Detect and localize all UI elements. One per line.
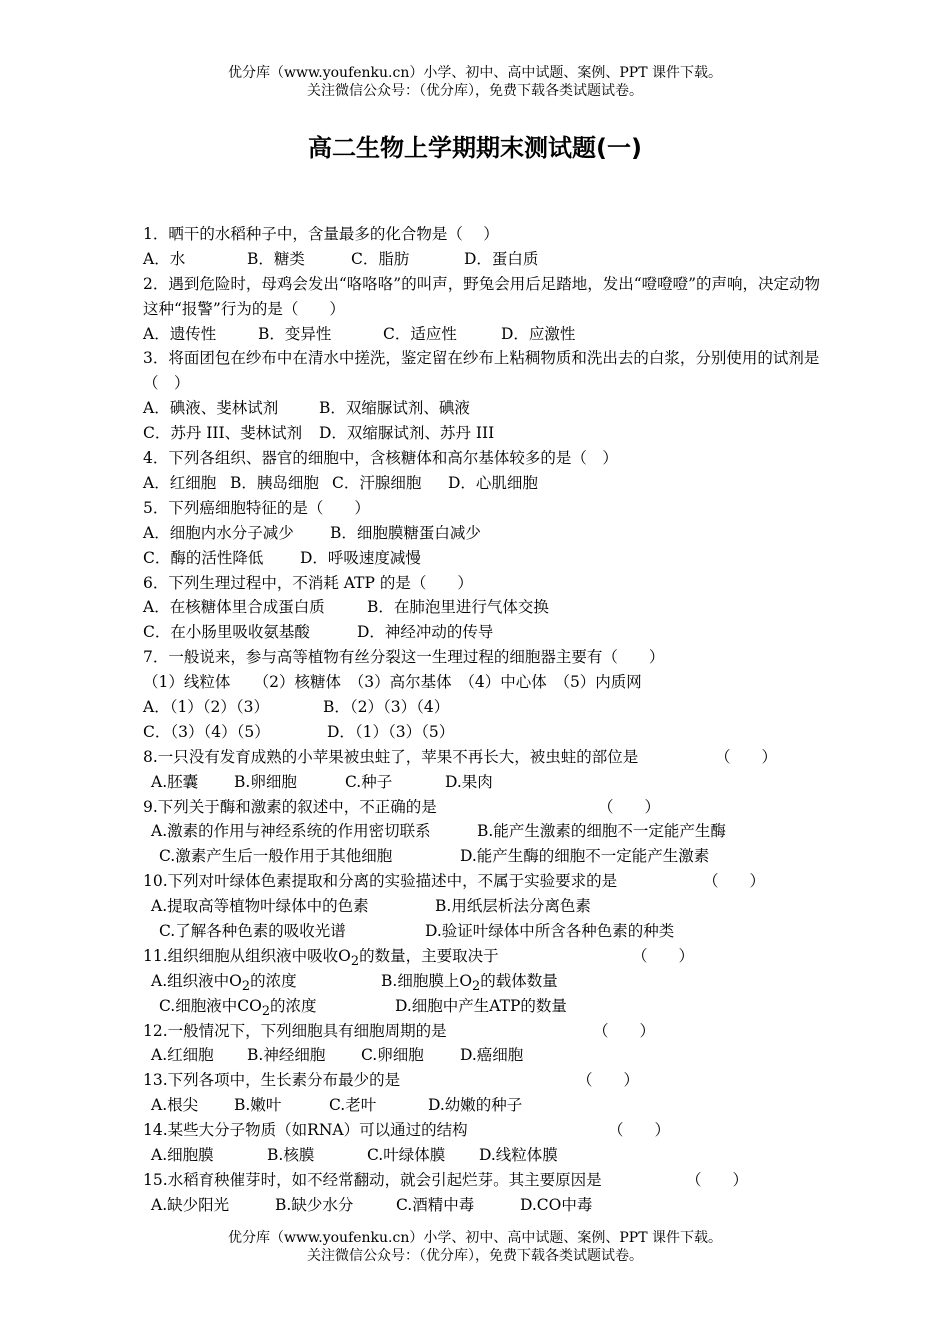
option-a: A.红细胞 [151, 1046, 214, 1065]
question-12-text: 12.一般情况下，下列细胞具有细胞周期的是 [143, 1021, 447, 1040]
option-d: D．心肌细胞 [448, 473, 538, 492]
question-list [143, 222, 823, 1218]
option-d: D.线粒体膜 [479, 1146, 558, 1165]
option-d: D．（1）（3）（5） [327, 722, 455, 741]
option-c: C.叶绿体膜 [367, 1146, 446, 1165]
question-10-options-row-2 [143, 919, 823, 944]
option-b: B．糖类 [247, 249, 305, 268]
question-3-stem: 3．将面团包在纱布中在清水中搓洗，鉴定留在纱布上粘稠物质和洗出去的白浆，分别使用的试剂是（ ） [143, 349, 820, 393]
option-b: B.核膜 [267, 1146, 315, 1165]
question-7-items: （1）线粒体 （2）核糖体 （3）高尔基体 （4）中心体 （5）内质网 [143, 673, 642, 692]
option-b: B.能产生激素的细胞不一定能产生酶 [477, 822, 726, 841]
option-c: C．酶的活性降低 [143, 548, 264, 567]
option-a: A．（1）（2）（3） [143, 697, 270, 716]
option-a: A．遗传性 [143, 324, 217, 343]
question-6-options-row-2 [143, 620, 823, 645]
option-d: D.CO中毒 [520, 1195, 593, 1214]
option-c: C．在小肠里吸收氨基酸 [143, 623, 310, 642]
question-11-stem [143, 944, 823, 969]
header-line-2: 关注微信公众号：（优分库），免费下载各类试题试卷。 [307, 83, 643, 99]
option-a: A．细胞内水分子减少 [143, 523, 294, 542]
question-14-options [143, 1143, 823, 1168]
answer-paren: （ ） [593, 1021, 656, 1040]
option-b: B．变异性 [258, 324, 332, 343]
question-12-stem [143, 1019, 823, 1044]
option-c: C.酒精中毒 [396, 1195, 475, 1214]
option-a: A.激素的作用与神经系统的作用密切联系 [151, 822, 431, 841]
question-13-text: 13.下列各项中，生长素分布最少的是 [143, 1071, 401, 1090]
answer-paren: （ ） [703, 872, 766, 891]
option-b: B．双缩脲试剂、碘液 [319, 399, 470, 418]
answer-paren: （ ） [577, 1071, 640, 1090]
option-d: D.幼嫩的种子 [428, 1096, 523, 1115]
option-c: C．（3）（4）（5） [143, 722, 270, 741]
page-title: 高二生物上学期期末测试题(一) [308, 134, 642, 162]
option-d: D．应激性 [501, 324, 576, 343]
option-a: A．水 [143, 249, 186, 268]
question-4-stem: 4．下列各组织、器官的细胞中，含核糖体和高尔基体较多的是（ ） [143, 449, 618, 468]
answer-paren: （ ） [632, 946, 695, 965]
page-footer [0, 1229, 950, 1265]
option-d: D．神经冲动的传导 [357, 623, 494, 642]
question-5-options-row-2 [143, 546, 823, 571]
header-line-1: 优分库（www.youfenku.cn）小学、初中、高中试题、案例、PPT 课件下载。 [227, 65, 722, 81]
question-14-stem [143, 1118, 823, 1143]
answer-paren: （ ） [686, 1170, 749, 1189]
option-d: D.癌细胞 [460, 1046, 524, 1065]
option-b: B.神经细胞 [247, 1046, 326, 1065]
question-2-stem: 2．遇到危险时，母鸡会发出“咯咯咯”的叫声，野兔会用后足踏地，发出“噔噔噔”的声响，决定动物这种“报警”行为的是（ ） [143, 274, 821, 318]
option-c: C.激素产生后一般作用于其他细胞 [159, 847, 393, 866]
option-d: D.能产生酶的细胞不一定能产生激素 [460, 847, 710, 866]
question-3-options-row-1 [143, 396, 823, 421]
option-d: D.细胞中产生ATP的数量 [395, 996, 567, 1015]
question-11-options-row-1 [143, 969, 823, 994]
question-9-options-row-1 [143, 819, 823, 844]
question-6-options-row-1 [143, 595, 823, 620]
question-3-options-row-2 [143, 421, 823, 446]
question-9-text: 9.下列关于酶和激素的叙述中，不正确的是 [143, 797, 437, 816]
option-b: B.缺少水分 [275, 1195, 354, 1214]
question-10-stem [143, 869, 823, 894]
question-13-stem [143, 1068, 823, 1093]
question-1-options [143, 247, 823, 272]
option-c: C．适应性 [383, 324, 457, 343]
question-11-options-row-2 [143, 994, 823, 1019]
option-c: C.种子 [345, 772, 393, 791]
option-b: B．细胞膜糖蛋白减少 [330, 523, 481, 542]
option-c: C．脂肪 [351, 249, 410, 268]
footer-line-1: 优分库（www.youfenku.cn）小学、初中、高中试题、案例、PPT 课件下载。 [227, 1230, 722, 1246]
option-c: C.卵细胞 [361, 1046, 424, 1065]
option-c: C．汗腺细胞 [332, 473, 422, 492]
option-b: B．（2）（3）（4） [323, 697, 450, 716]
option-a: A.细胞膜 [151, 1146, 214, 1165]
question-7-options-row-2 [143, 720, 823, 745]
question-9-stem [143, 795, 823, 820]
option-b: B．在肺泡里进行气体交换 [367, 598, 549, 617]
question-8-stem [143, 745, 823, 770]
question-2-options [143, 322, 823, 347]
option-c: C.了解各种色素的吸收光谱 [159, 922, 346, 940]
option-a: A.根尖 [151, 1096, 199, 1115]
option-b: B.用纸层析法分离色素 [435, 897, 591, 916]
option-a: A.胚囊 [151, 772, 199, 791]
question-13-options [143, 1093, 823, 1118]
option-b: B.卵细胞 [234, 772, 297, 791]
option-d: D.验证叶绿体中所含各种色素的种类 [425, 922, 675, 940]
question-10-options-row-1 [143, 894, 823, 919]
option-a: A．红细胞 [143, 473, 217, 492]
answer-paren: （ ） [715, 747, 778, 766]
footer-line-2: 关注微信公众号：（优分库），免费下载各类试题试卷。 [307, 1248, 643, 1264]
option-b: B.嫩叶 [234, 1096, 282, 1115]
answer-paren: （ ） [598, 797, 661, 816]
option-b: B．胰岛细胞 [230, 473, 319, 492]
option-a: A．碘液、斐林试剂 [143, 399, 279, 418]
option-a: A.组织液中$O_2$的浓度 [151, 971, 297, 994]
question-12-options [143, 1043, 823, 1068]
option-d: D．呼吸速度减慢 [300, 548, 421, 567]
question-15-options [143, 1193, 823, 1218]
page-header [0, 64, 950, 100]
question-8-text: 8.一只没有发育成熟的小苹果被虫蛀了，苹果不再长大，被虫蛀的部位是 [143, 747, 639, 766]
question-8-options [143, 770, 823, 795]
question-11-text: 11.组织细胞从组织液中吸收$O_2$的数量，主要取决于 [143, 946, 499, 969]
option-d: D．双缩脲试剂、苏丹 III [319, 424, 495, 443]
option-b: B.细胞膜上$O_2$的载体数量 [381, 971, 558, 994]
question-9-options-row-2 [143, 844, 823, 869]
option-c: C．苏丹 III、斐林试剂 [143, 424, 303, 443]
answer-paren: （ ） [608, 1121, 671, 1140]
question-4-options [143, 471, 823, 496]
question-14-text: 14.某些大分子物质（如RNA）可以通过的结构 [143, 1121, 468, 1140]
option-a: A.提取高等植物叶绿体中的色素 [151, 897, 369, 916]
option-d: D．蛋白质 [464, 249, 539, 268]
question-1-stem: 1．晒干的水稻种子中，含量最多的化合物是（ ） [143, 225, 499, 243]
question-7-stem: 7．一般说来，参与高等植物有丝分裂这一生理过程的细胞器主要有（ ） [143, 648, 665, 667]
question-6-stem: 6．下列生理过程中，不消耗 ATP 的是（ ） [143, 573, 473, 592]
option-a: A.缺少阳光 [151, 1195, 230, 1214]
question-10-text: 10.下列对叶绿体色素提取和分离的实验描述中，不属于实验要求的是 [143, 872, 618, 891]
question-15-text: 15.水稻育秧催芽时，如不经常翻动，就会引起烂芽。其主要原因是 [143, 1170, 602, 1189]
question-7-options-row-1 [143, 695, 823, 720]
option-c: C.细胞液中$CO_2$的浓度 [159, 996, 317, 1019]
question-5-options-row-1 [143, 521, 823, 546]
question-15-stem [143, 1168, 823, 1193]
question-5-stem: 5．下列癌细胞特征的是（ ） [143, 498, 370, 517]
option-d: D.果肉 [445, 772, 493, 791]
option-c: C.老叶 [329, 1096, 377, 1115]
option-a: A．在核糖体里合成蛋白质 [143, 598, 325, 617]
